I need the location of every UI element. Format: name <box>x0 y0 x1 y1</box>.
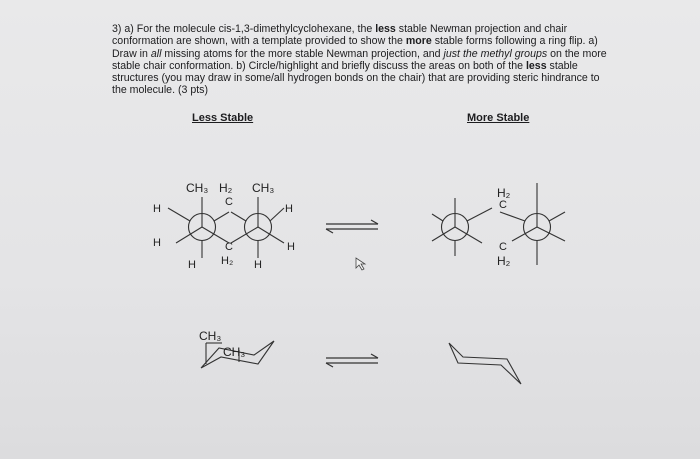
bond <box>500 212 525 221</box>
label-ch3-inner: CH₃ <box>223 345 246 359</box>
label-ch3-left: CH₃ <box>186 181 209 195</box>
label-c-top: C <box>499 199 507 211</box>
bond <box>512 227 537 241</box>
more-stable-heading: More Stable <box>467 112 530 124</box>
bond <box>432 227 455 241</box>
bond <box>168 208 190 221</box>
label-h-right-lower: H <box>287 241 295 253</box>
newman-more-labels <box>497 186 511 268</box>
less-stable-heading: Less Stable <box>192 112 254 124</box>
label-c-top: C <box>225 196 233 208</box>
cursor-arrow-icon <box>356 258 365 270</box>
bond <box>537 227 565 241</box>
bond <box>432 214 443 221</box>
label-h-left-lower: H <box>153 237 161 249</box>
label-c-bottom: C <box>499 241 507 253</box>
bond <box>214 212 229 221</box>
label-ch3-right: CH₃ <box>252 181 275 195</box>
label-h2-bottom: H₂ <box>221 255 234 267</box>
label-h-bottom-right: H <box>254 259 262 271</box>
chair-conformation-more-stable <box>449 343 521 384</box>
equilibrium-arrow-newman <box>326 220 378 233</box>
bond <box>467 208 492 221</box>
label-h-right-upper: H <box>285 203 293 215</box>
equilibrium-arrow-chair <box>326 354 378 367</box>
chair-ring <box>449 343 521 384</box>
label-h2-top: H₂ <box>219 181 233 195</box>
question-text: 3) a) For the molecule cis-1,3-dimethylcyclohexane, the less stable Newman projection and chair conformation are shown, with a template provided to show the more stable forms following a ring flip. a) Draw in all missing atoms for the more stable Newman projection, and just the methyl groups on the more stable chair conformation. b) Circle/highlight and briefly discuss the areas on both of the less stable structures (you may draw in some/all hydrogen bonds on the chair) that are providing steric hindrance to the molecule. (3 pts) <box>112 23 607 97</box>
label-c-bottom: C <box>225 241 233 253</box>
bond <box>231 212 246 221</box>
label-ch3-axial: CH₃ <box>199 329 222 343</box>
bond <box>270 208 284 221</box>
label-h-bottom-left: H <box>188 259 196 271</box>
label-h2-bottom: H₂ <box>497 254 511 268</box>
label-h-left-upper: H <box>153 203 161 215</box>
label-h2-top: H₂ <box>497 186 511 200</box>
bond <box>549 212 565 221</box>
newman-less-labels <box>153 181 295 271</box>
